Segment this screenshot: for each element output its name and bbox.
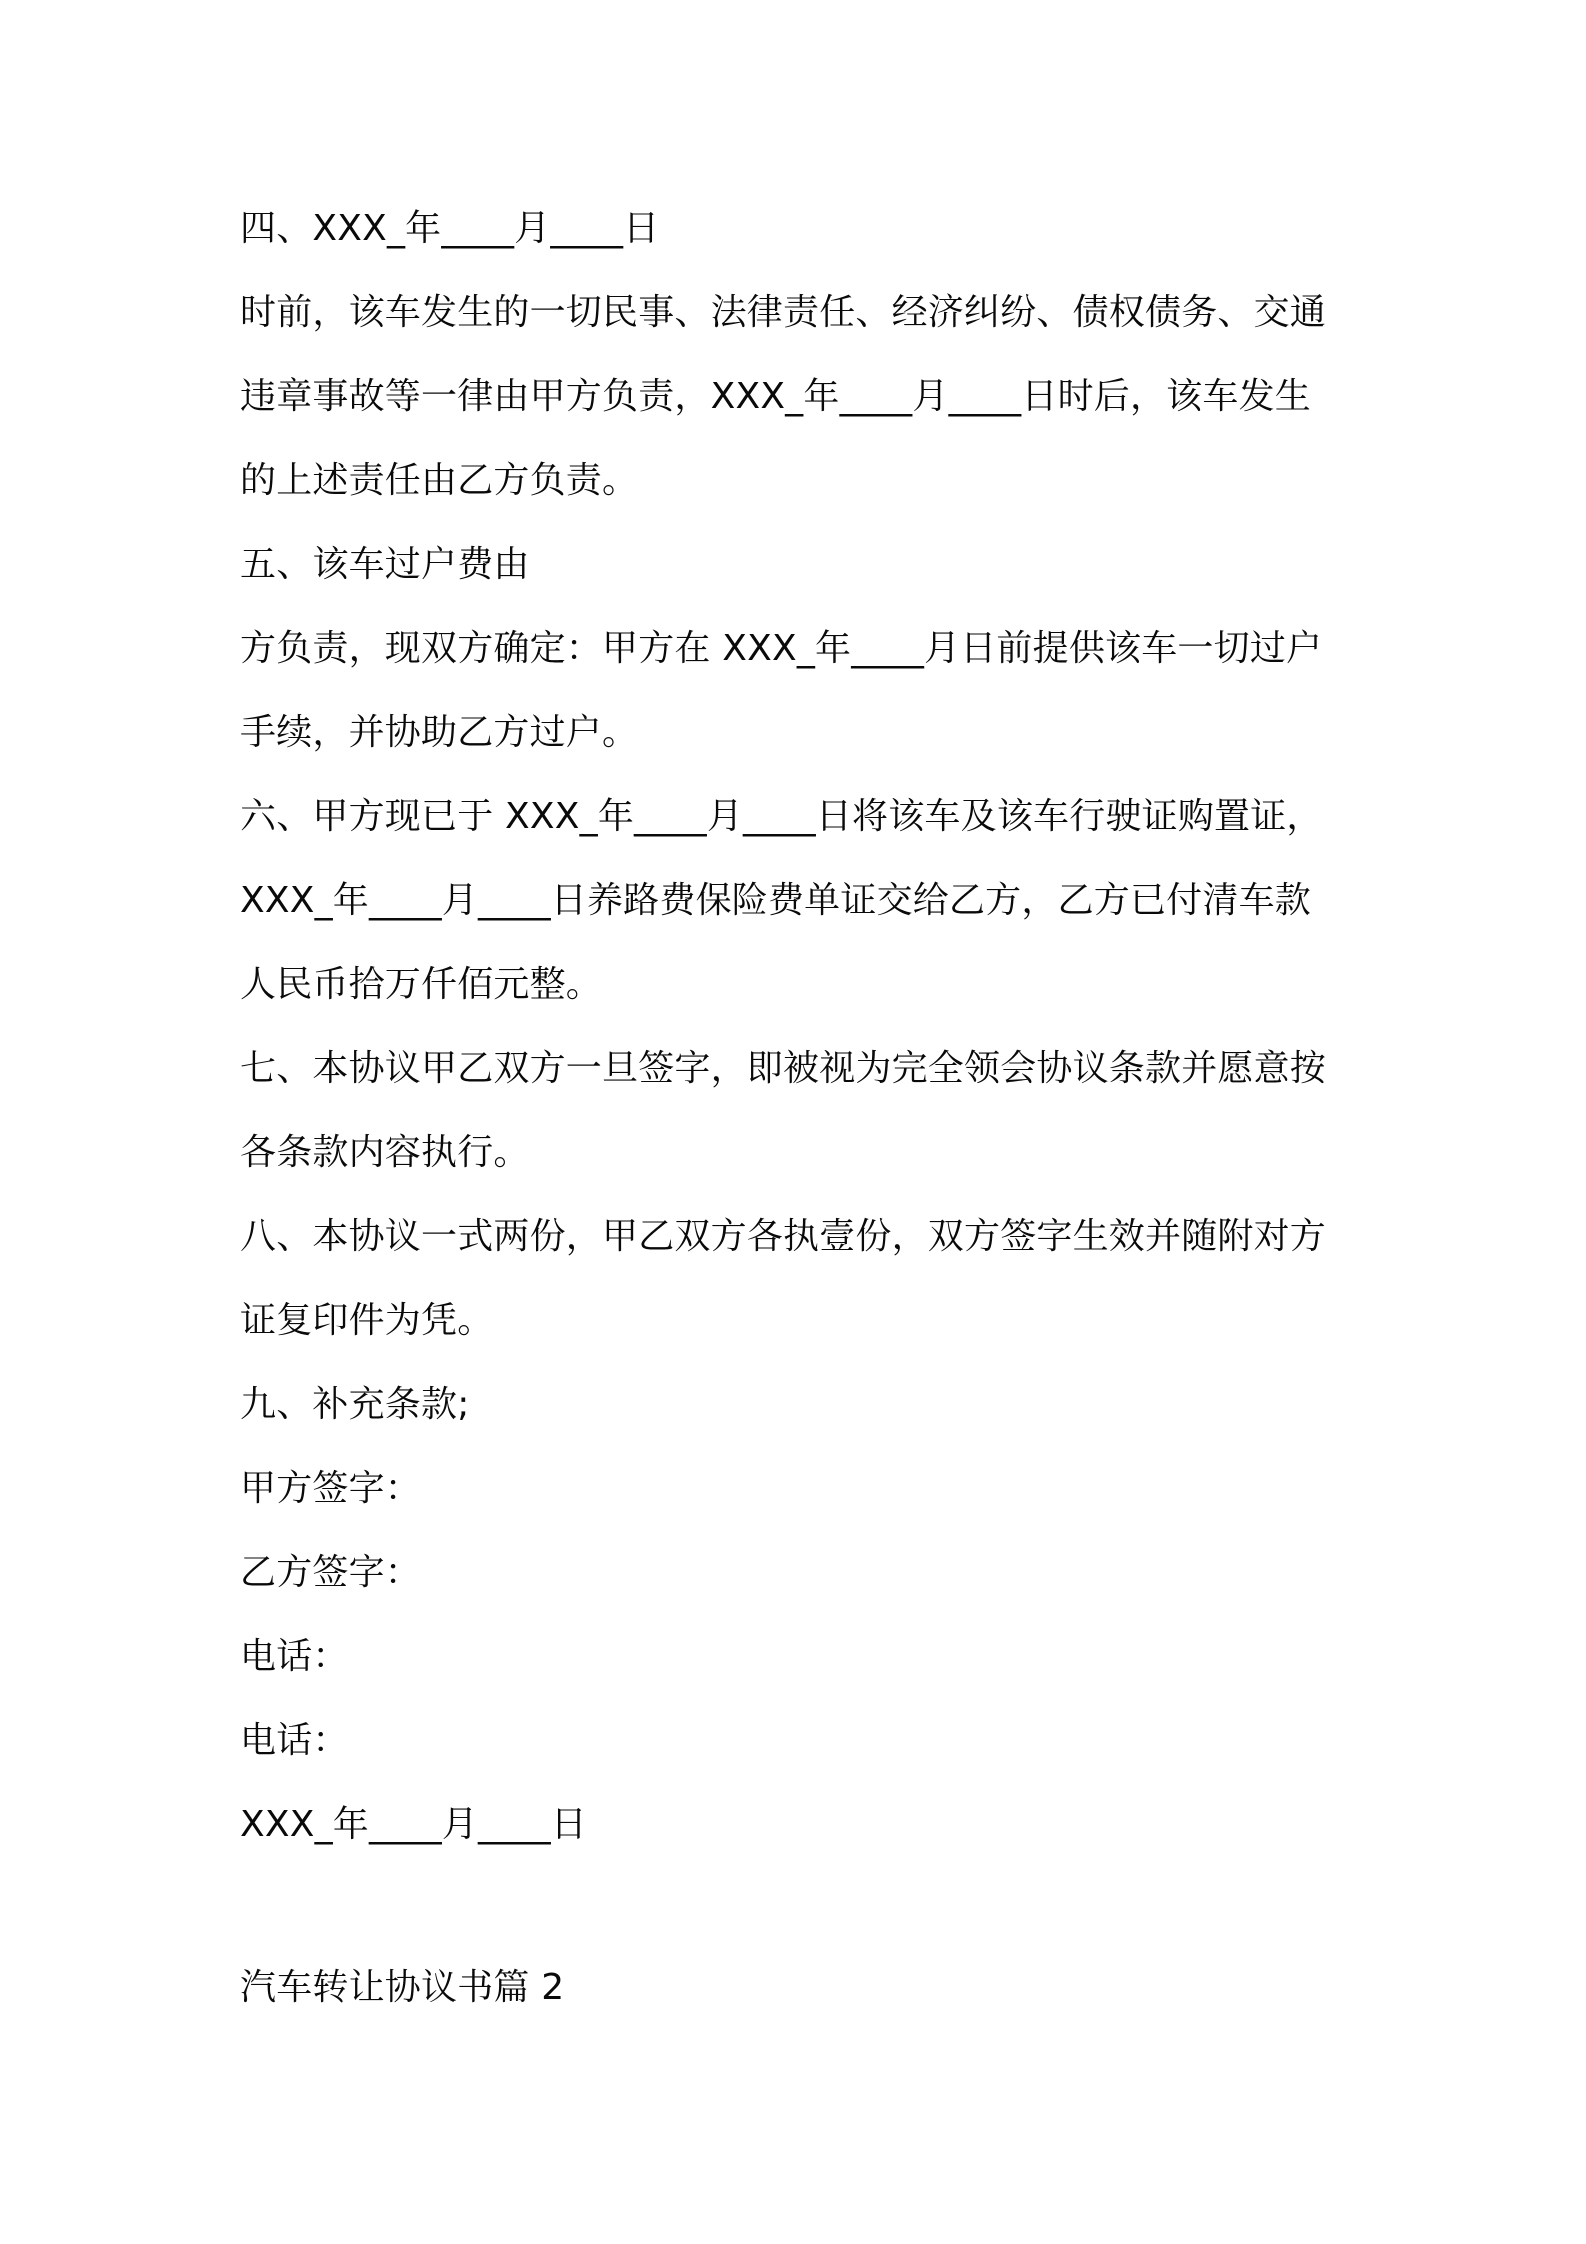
phone-line-2: 电话：: [240, 1720, 349, 1761]
clause-7-line-2: 各条款内容执行。: [240, 1132, 530, 1173]
party-a-signature: 甲方签字：: [240, 1468, 422, 1509]
clause-9-heading: 九、补充条款;: [240, 1384, 470, 1425]
clause-8-line-2: 证复印件为凭。: [240, 1300, 494, 1341]
signing-date: XXX_年____月____日: [240, 1804, 587, 1845]
clause-5-line-2: 手续，并协助乙方过户。: [240, 712, 639, 753]
clause-7-line-1: 七、本协议甲乙双方一旦签字，即被视为完全领会协议条款并愿意按: [240, 1048, 1327, 1089]
party-b-signature: 乙方签字：: [240, 1552, 422, 1593]
clause-6-line-1: 六、甲方现已于 XXX_年____月____日将该车及该车行驶证购置证，: [240, 796, 1323, 837]
clause-5-heading: 五、该车过户费由: [240, 544, 530, 585]
clause-4-heading: 四、XXX_年____月____日: [240, 208, 660, 249]
clause-8-line-1: 八、本协议一式两份，甲乙双方各执壹份，双方签字生效并随附对方: [240, 1216, 1327, 1257]
clause-4-line-3: 的上述责任由乙方负责。: [240, 460, 639, 501]
clause-6-line-3: 人民币拾万仟佰元整。: [240, 964, 603, 1005]
section-title: 汽车转让协议书篇 2: [240, 1967, 565, 2008]
clause-6-line-2: XXX_年____月____日养路费保险费单证交给乙方，乙方已付清车款: [240, 880, 1311, 921]
phone-line-1: 电话：: [240, 1636, 349, 1677]
clause-4-line-1: 时前，该车发生的一切民事、法律责任、经济纠纷、债权债务、交通: [240, 292, 1327, 333]
clause-4-line-2: 违章事故等一律由甲方负责，XXX_年____月____日时后，该车发生: [240, 376, 1311, 417]
clause-5-line-1: 方负责，现双方确定：甲方在 XXX_年____月日前提供该车一切过户: [240, 628, 1323, 669]
